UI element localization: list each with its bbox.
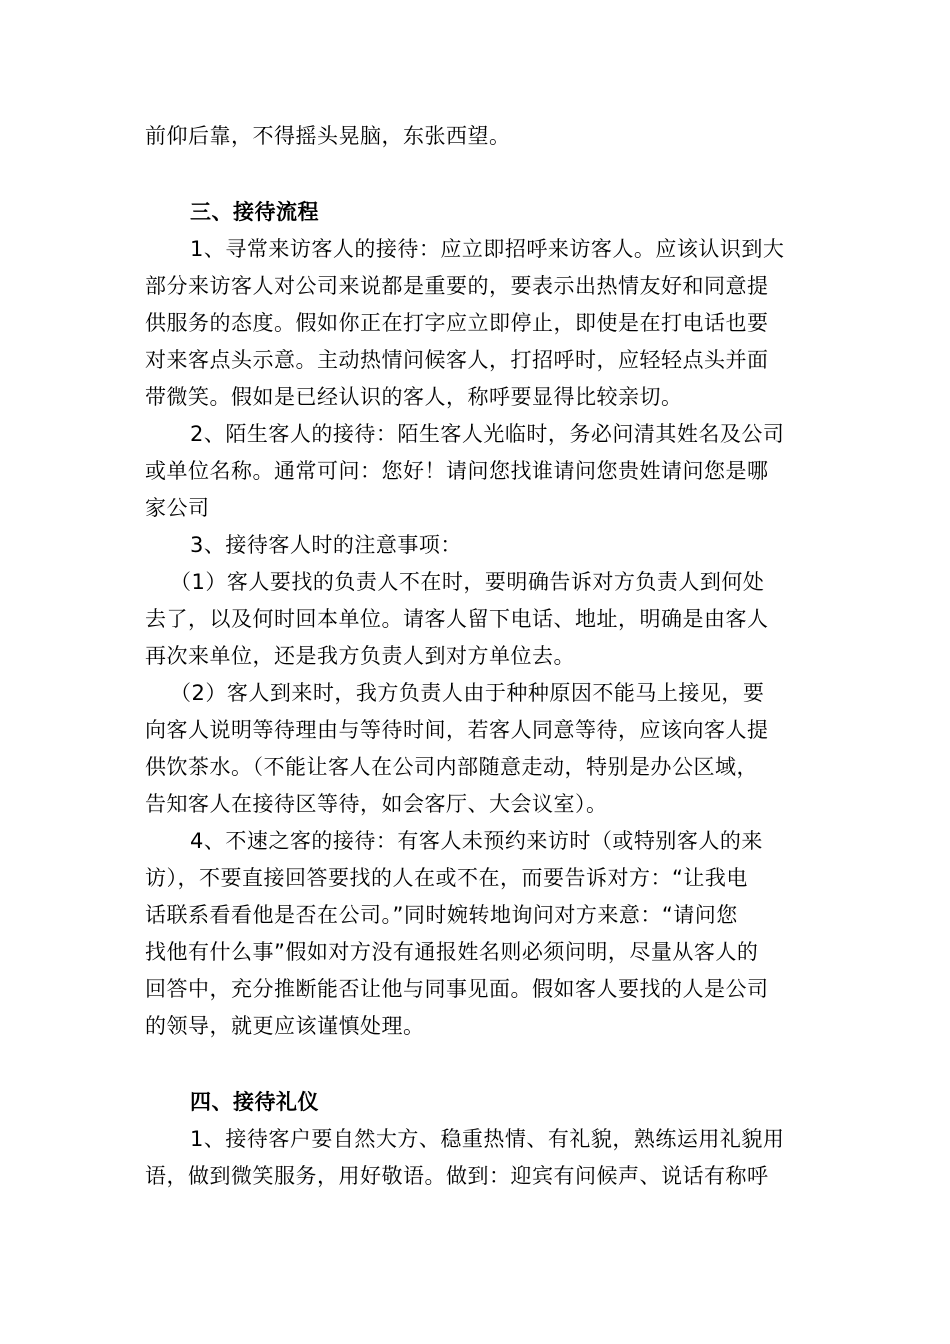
paragraph-line: 家公司 — [145, 496, 210, 520]
paragraph-line: 1、接待客户要自然大方、稳重热情、有礼貌，熟练运用礼貌用 — [190, 1127, 785, 1151]
paragraph-line: 再次来单位，还是我方负责人到对方单位去。 — [145, 644, 575, 668]
paragraph-line: 部分来访客人对公司来说都是重要的，要表示出热情友好和同意提 — [145, 274, 769, 298]
paragraph-line: 告知客人在接待区等待，如会客厅、大会议室）。 — [145, 792, 608, 816]
paragraph-line: 去了，以及何时回本单位。请客人留下电话、地址，明确是由客人 — [145, 607, 769, 631]
text-line: 前仰后靠，不得摇头晃脑，东张西望。 — [145, 124, 511, 148]
paragraph-line: 话联系看看他是否在公司。”同时婉转地询问对方来意：“请问您 — [145, 903, 738, 927]
paragraph-line: 或单位名称。通常可问：您好！请问您找谁请问您贵姓请问您是哪 — [145, 459, 769, 483]
paragraph-line: 供服务的态度。假如你正在打字应立即停止，即使是在打电话也要 — [145, 311, 769, 335]
paragraph-line: 供饮茶水。（不能让客人在公司内部随意走动，特别是办公区域， — [145, 755, 758, 779]
paragraph-line: 语，做到微笑服务，用好敬语。做到：迎宾有问候声、说话有称呼 — [145, 1164, 769, 1188]
paragraph-line: 2、陌生客人的接待：陌生客人光临时，务必问清其姓名及公司 — [190, 422, 785, 446]
paragraph-line: （1）客人要找的负责人不在时，要明确告诉对方负责人到何处 — [170, 570, 765, 594]
paragraph-line: 向客人说明等待理由与等待时间，若客人同意等待，应该向客人提 — [145, 718, 769, 742]
paragraph-line: 1、寻常来访客人的接待：应立即招呼来访客人。应该认识到大 — [190, 237, 785, 261]
paragraph-line: 带微笑。假如是已经认识的客人，称呼要显得比较亲切。 — [145, 385, 683, 409]
paragraph-line: 4、不速之客的接待：有客人未预约来访时（或特别客人的来 — [190, 829, 763, 853]
paragraph-line: 的领导，就更应该谨慎处理。 — [145, 1014, 425, 1038]
paragraph-line: 3、接待客人时的注意事项： — [190, 533, 462, 557]
paragraph-line: 对来客点头示意。主动热情问候客人，打招呼时，应轻轻点头并面 — [145, 348, 769, 372]
section-heading: 三、接待流程 — [190, 200, 319, 224]
section-heading: 四、接待礼仪 — [190, 1090, 319, 1114]
paragraph-line: （2）客人到来时，我方负责人由于种种原因不能马上接见，要 — [170, 681, 765, 705]
paragraph-line: 找他有什么事”假如对方没有通报姓名则必须问明，尽量从客人的 — [145, 940, 759, 964]
paragraph-line: 回答中，充分推断能否让他与同事见面。假如客人要找的人是公司 — [145, 977, 769, 1001]
paragraph-line: 访），不要直接回答要找的人在或不在，而要告诉对方：“让我电 — [145, 866, 748, 890]
